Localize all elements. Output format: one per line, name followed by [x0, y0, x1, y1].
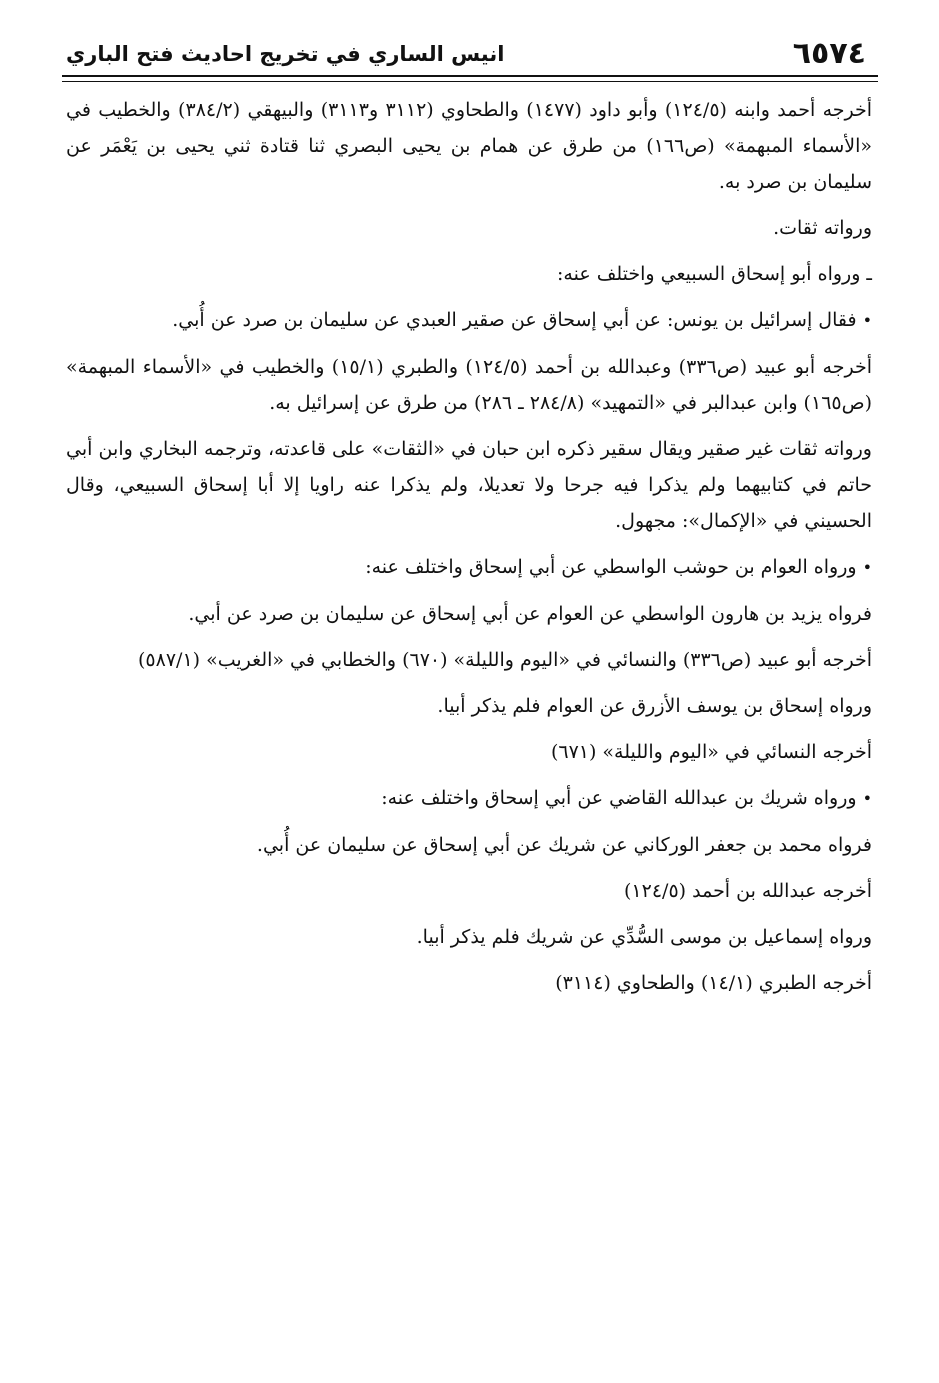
page-body: [66, 92, 872, 1001]
paragraph-text: أخرجه الطبري (١٤/١) والطحاوي (٣١١٤): [555, 972, 872, 994]
paragraph-suddi: [66, 919, 872, 955]
paragraph-yazid: [66, 596, 872, 632]
paragraph-text: فرواه محمد بن جعفر الوركاني عن شريك عن أبي إسحاق عن سليمان عن أُبي.: [256, 834, 872, 856]
paragraph-abu-ishaq: [66, 256, 872, 292]
paragraph-text: ـ ورواه أبو إسحاق السبيعي واختلف عنه:: [557, 263, 872, 285]
paragraph-text: أخرجه أبو عبيد (ص٣٣٦) والنسائي في «اليوم والليلة» (٦٧٠) والخطابي في «الغريب» (٥٨٧/١): [138, 649, 872, 671]
bullet-icon: •: [862, 311, 872, 330]
paragraph-takhrij-3: [66, 642, 872, 678]
running-title: انيس الساري في تخريج احاديث فتح الباري: [66, 42, 505, 66]
paragraph-takhrij-6: [66, 965, 872, 1001]
paragraph-israil: [66, 302, 872, 339]
paragraph-text: أخرجه عبدالله بن أحمد (١٢٤/٥): [624, 880, 872, 902]
bullet-icon: •: [862, 789, 872, 808]
paragraph-text: ورواه العوام بن حوشب الواسطي عن أبي إسحاق واختلف عنه:: [365, 556, 857, 578]
paragraph-sharik: [66, 780, 872, 817]
paragraph-text: فرواه يزيد بن هارون الواسطي عن العوام عن أبي إسحاق عن سليمان بن صرد عن أبي.: [188, 603, 872, 625]
page-number: ٦٥٧٤: [792, 36, 866, 71]
header-divider: [62, 75, 878, 82]
paragraph-text: أخرجه أحمد وابنه (١٢٤/٥) وأبو داود (١٤٧٧) والطحاوي (٣١١٢ و٣١١٣) والبيهقي (٣٨٤/٢) والخطيب في «الأسماء المبهمة» (ص١٦٦) من طرق عن همام بن يحيى البصري ثنا قتادة ثني يحيى بن يَعْمَر عن سليمان بن صرد به.: [66, 99, 873, 193]
paragraph-takhrij-2: [66, 349, 872, 421]
paragraph-text: ورواه شريك بن عبدالله القاضي عن أبي إسحاق واختلف عنه:: [381, 787, 857, 809]
paragraph-text: ورواته ثقات غير صقير ويقال سقير ذكره ابن حبان في «الثقات» على قاعدته، وترجمه البخاري وابن أبي حاتم في كتابيهما ولم يذكرا فيه جرحا ولا تعديلا، ولم يذكرا عنه راويا إلا أبا إسحاق السبيعي، وقال الحسيني في «الإكمال»: مجهول.: [66, 438, 872, 532]
paragraph-text: أخرجه النسائي في «اليوم والليلة» (٦٧١): [550, 741, 872, 763]
paragraph-ishaq-azraq: [66, 688, 872, 724]
page-header: [62, 28, 878, 76]
paragraph-takhrij-4: [66, 734, 872, 770]
paragraph-text: أخرجه أبو عبيد (ص٣٣٦) وعبدالله بن أحمد (١٢٤/٥) والطبري (١٥/١) والخطيب في «الأسماء المبهمة» (ص١٦٥) وابن عبدالبر في «التمهيد» (٢٨٤/٨ ـ ٢٨٦) من طرق عن إسرائيل به.: [66, 356, 872, 414]
paragraph-takhrij-5: [66, 873, 872, 909]
paragraph-narrators-1: [66, 210, 872, 246]
paragraph-warkani: [66, 827, 872, 863]
paragraph-text: ورواه إسماعيل بن موسى السُّدِّي عن شريك فلم يذكر أبيا.: [416, 926, 872, 948]
paragraph-awwam: [66, 549, 872, 586]
paragraph-text: ورواته ثقات.: [773, 217, 872, 239]
paragraph-text: فقال إسرائيل بن يونس: عن أبي إسحاق عن صقير العبدي عن سليمان بن صرد عن أُبي.: [172, 309, 857, 331]
paragraph-narrators-2: [66, 431, 872, 539]
bullet-icon: •: [862, 558, 872, 577]
paragraph-takhrij-1: [66, 92, 872, 200]
paragraph-text: ورواه إسحاق بن يوسف الأزرق عن العوام فلم يذكر أبيا.: [437, 695, 872, 717]
